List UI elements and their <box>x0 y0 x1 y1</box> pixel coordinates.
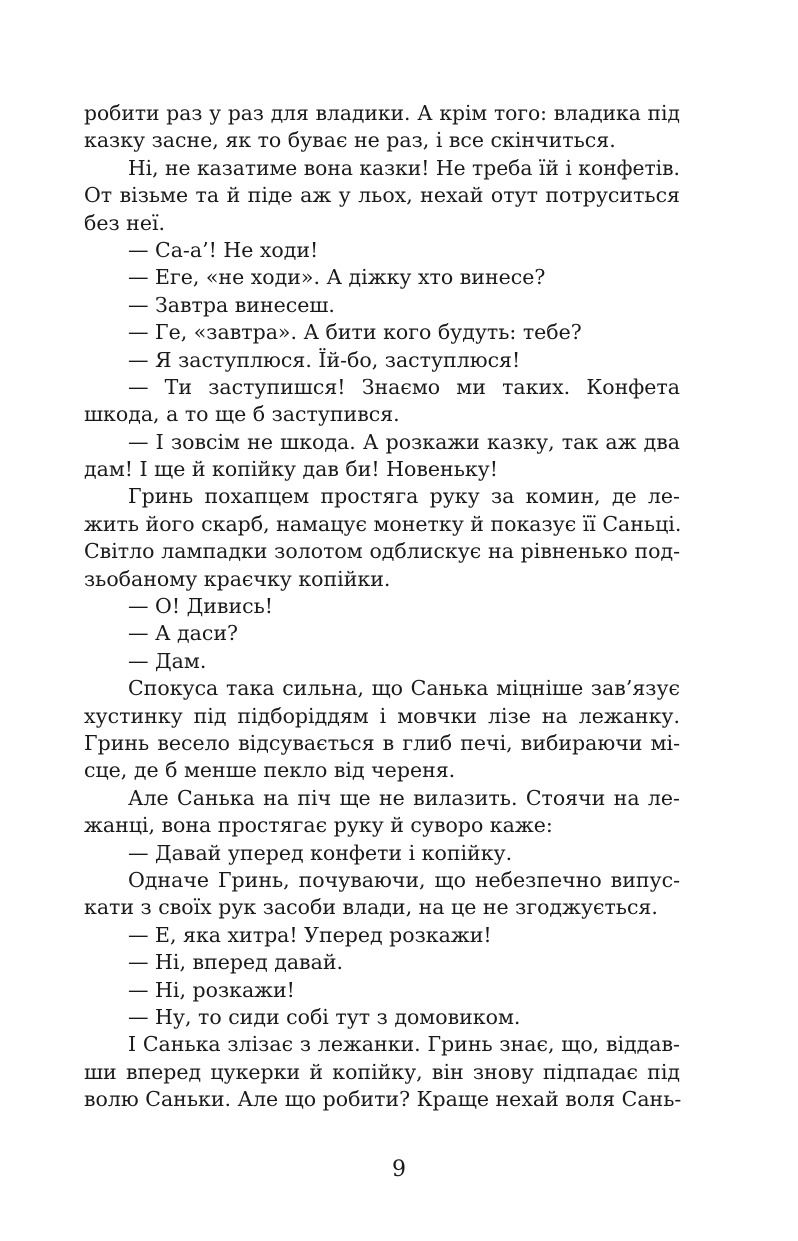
text-line: — Дам. <box>128 648 207 673</box>
text-line: — Давай уперед конфети і копійку. <box>128 840 513 865</box>
text-line: — Ні, розкажи! <box>128 977 295 1002</box>
text-line: кати з своїх рук засоби влади, на це не згоджується. <box>84 895 658 920</box>
text-line: — Еге, «не ходи». А діжку хто винесе? <box>128 265 546 290</box>
text-line: — Са-а’! Не ходи! <box>128 237 319 262</box>
text-line: — Е, яка хитра! Уперед розкажи! <box>128 922 492 947</box>
text-line: робити раз у раз для владики. А крім того: владика під <box>84 101 680 125</box>
text-line: Одначе Гринь, почуваючи, що небезпечно випус- <box>128 867 680 892</box>
text-line: Гринь похапцем простяга руку за комин, де ле- <box>128 484 680 509</box>
text-line: — Завтра винесеш. <box>128 292 335 317</box>
text-line: — Я заступлюся. Їй-бо, заступлюся! <box>128 347 521 372</box>
text-line: жить його скарб, намацує монетку й показує її Саньці. <box>84 511 682 536</box>
text-line: зьобаному краєчку копійки. <box>84 566 391 591</box>
text-line: — І зовсім не шкода. А розкажи казку, так аж два <box>128 429 680 454</box>
text-line: сце, де б менше пекло від череня. <box>84 758 456 783</box>
text-line: казку засне, як то буває не раз, і все скінчиться. <box>84 128 616 153</box>
text-line: І Санька злізає з лежанки. Гринь знає, що, віддав- <box>128 1032 680 1057</box>
text-line: Але Санька на піч ще не вилазить. Стоячи на ле- <box>128 785 680 810</box>
text-line: хустинку під підборіддям і мовчки лізе на лежанку. <box>84 703 680 728</box>
text-line: — А даси? <box>128 621 239 646</box>
text-line: Гринь весело відсувається в глиб печі, вибираючи мі- <box>84 730 680 755</box>
text-line: жанці, вона простягає руку й суворо каже: <box>84 813 553 838</box>
text-line: Світло лампадки золотом одблискує на рівненько под- <box>84 539 680 564</box>
text-line: От візьме та й піде аж у льох, нехай отут потруситься <box>84 183 680 208</box>
text-line: Ні, не казатиме вона казки! Не треба їй і конфетів. <box>128 155 680 180</box>
text-line: — Ге, «завтра». А бити кого будуть: тебе? <box>128 320 582 345</box>
text-line: Спокуса така сильна, що Санька міцніше зав’язує <box>128 676 680 701</box>
text-line: дам! І ще й копійку дав би! Новеньку! <box>84 457 498 482</box>
text-line: волю Саньки. Але що робити? Краще нехай воля Сань- <box>84 1087 682 1112</box>
page-body <box>84 100 680 1113</box>
text-line: — Ні, вперед давай. <box>128 950 343 975</box>
page-number: 9 <box>392 1157 406 1182</box>
text-line: — Ну, то сиди собі тут з домовиком. <box>128 1004 521 1029</box>
text-line: шкода, а то ще б заступився. <box>84 402 400 427</box>
text-line: ши вперед цукерки й копійку, він знову підпадає під <box>84 1059 680 1084</box>
text-line: — Ти заступишся! Знаємо ми таких. Конфета <box>128 374 680 399</box>
text-line: без неї. <box>84 210 166 235</box>
text-line: — О! Дивись! <box>128 594 273 619</box>
